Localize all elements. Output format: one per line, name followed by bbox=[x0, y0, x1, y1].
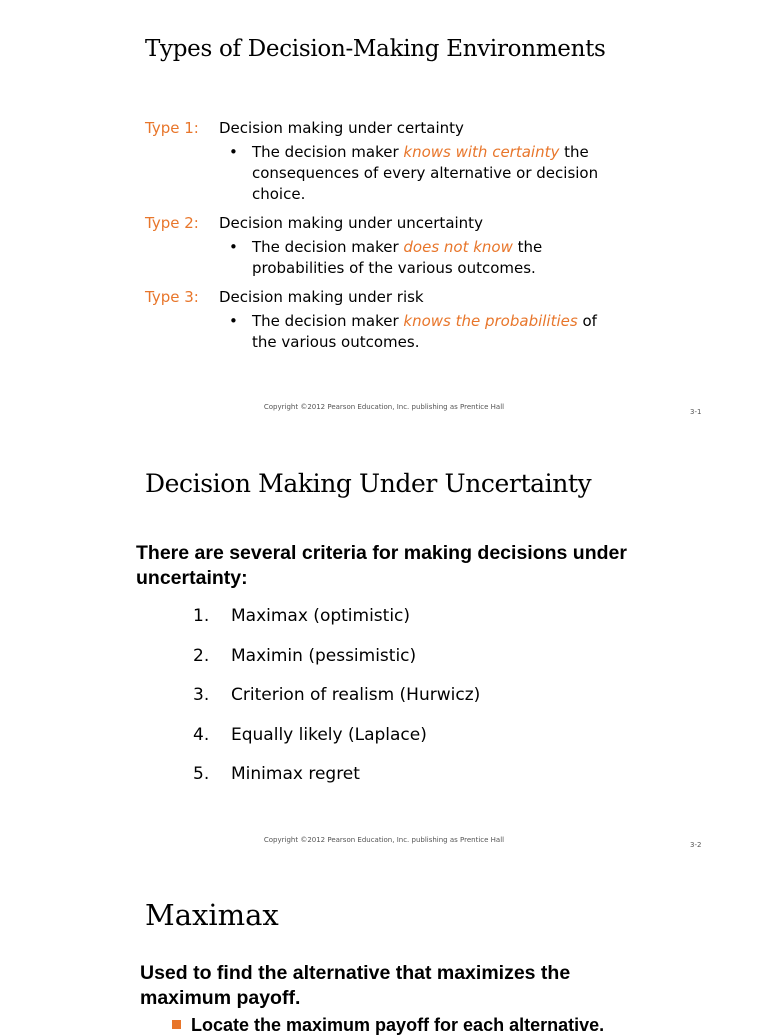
list-item bbox=[193, 603, 480, 643]
type-bullet bbox=[229, 142, 645, 205]
type-label: Type 3: bbox=[145, 288, 199, 306]
criterion-text: Maximax (optimistic) bbox=[231, 606, 411, 626]
intro-text: Used to find the alternative that maximizes the maximum payoff. bbox=[140, 962, 571, 1009]
type-name: Decision making under risk bbox=[219, 288, 424, 306]
criteria-list bbox=[193, 603, 480, 801]
list-number: 3. bbox=[193, 685, 210, 705]
list-number: 4. bbox=[193, 724, 210, 745]
slide-3-2 bbox=[0, 433, 768, 866]
bullet-text bbox=[252, 237, 622, 279]
list-item bbox=[193, 761, 480, 801]
list-number: 2. bbox=[193, 645, 210, 666]
bullet-text bbox=[252, 142, 622, 205]
type-heading bbox=[145, 287, 645, 308]
footer-copyright: Copyright ©2012 Pearson Education, Inc. publishing as Prentice Hall bbox=[263, 403, 505, 411]
bullet-emphasis: knows the probabilities bbox=[403, 312, 578, 330]
page-number: 3-2 bbox=[690, 841, 702, 849]
bullet-text-post: the consequences of every alternative or decision choice. bbox=[252, 143, 599, 203]
slide-title: Decision Making Under Uncertainty bbox=[145, 469, 592, 498]
bullet-text-post: the probabilities of the various outcomes. bbox=[252, 238, 543, 277]
type-label: Type 1: bbox=[145, 119, 199, 137]
list-item bbox=[193, 643, 480, 683]
bullet-icon: • bbox=[229, 312, 238, 330]
slide-title: Maximax bbox=[145, 898, 279, 932]
bullet-text: Locate the maximum payoff for each alternative. bbox=[191, 1015, 605, 1035]
bullet-item bbox=[172, 1014, 604, 1036]
bullet-text-pre: The decision maker bbox=[252, 143, 404, 161]
bullet-text-post: of the various outcomes. bbox=[252, 312, 597, 351]
square-bullet-icon bbox=[172, 1020, 181, 1029]
bullet-emphasis: does not know bbox=[403, 238, 513, 256]
criterion-text: Minimax regret bbox=[231, 764, 360, 784]
type-bullet bbox=[229, 311, 645, 353]
slide-3-1 bbox=[0, 0, 768, 433]
type-heading bbox=[145, 213, 645, 234]
criterion-text: Criterion of realism (Hurwicz) bbox=[231, 685, 481, 705]
bullet-icon: • bbox=[229, 143, 238, 161]
type-2-block bbox=[145, 213, 645, 279]
type-name: Decision making under uncertainty bbox=[219, 214, 483, 232]
list-number: 1. bbox=[193, 606, 210, 626]
bullet-emphasis: knows with certainty bbox=[403, 143, 560, 161]
type-name: Decision making under certainty bbox=[219, 119, 464, 137]
type-label: Type 2: bbox=[145, 214, 199, 232]
footer-copyright: Copyright ©2012 Pearson Education, Inc. publishing as Prentice Hall bbox=[263, 836, 505, 844]
list-item bbox=[193, 722, 480, 762]
type-3-block bbox=[145, 287, 645, 353]
criterion-text: Equally likely (Laplace) bbox=[231, 724, 427, 745]
type-bullet bbox=[229, 237, 645, 279]
list-item bbox=[193, 682, 480, 722]
bullet-icon: • bbox=[229, 238, 238, 256]
criterion-text: Maximin (pessimistic) bbox=[231, 645, 417, 666]
type-1-block bbox=[145, 118, 645, 205]
type-heading bbox=[145, 118, 645, 139]
intro-text: There are several criteria for making decisions under uncertainty: bbox=[136, 542, 627, 589]
bullet-text-pre: The decision maker bbox=[252, 312, 404, 330]
page-number: 3-1 bbox=[690, 408, 702, 416]
bullet-text-pre: The decision maker bbox=[252, 238, 404, 256]
slide-3-3 bbox=[0, 866, 768, 1035]
bullet-text bbox=[252, 311, 622, 353]
slide-title: Types of Decision-Making Environments bbox=[145, 36, 606, 62]
list-number: 5. bbox=[193, 764, 210, 784]
